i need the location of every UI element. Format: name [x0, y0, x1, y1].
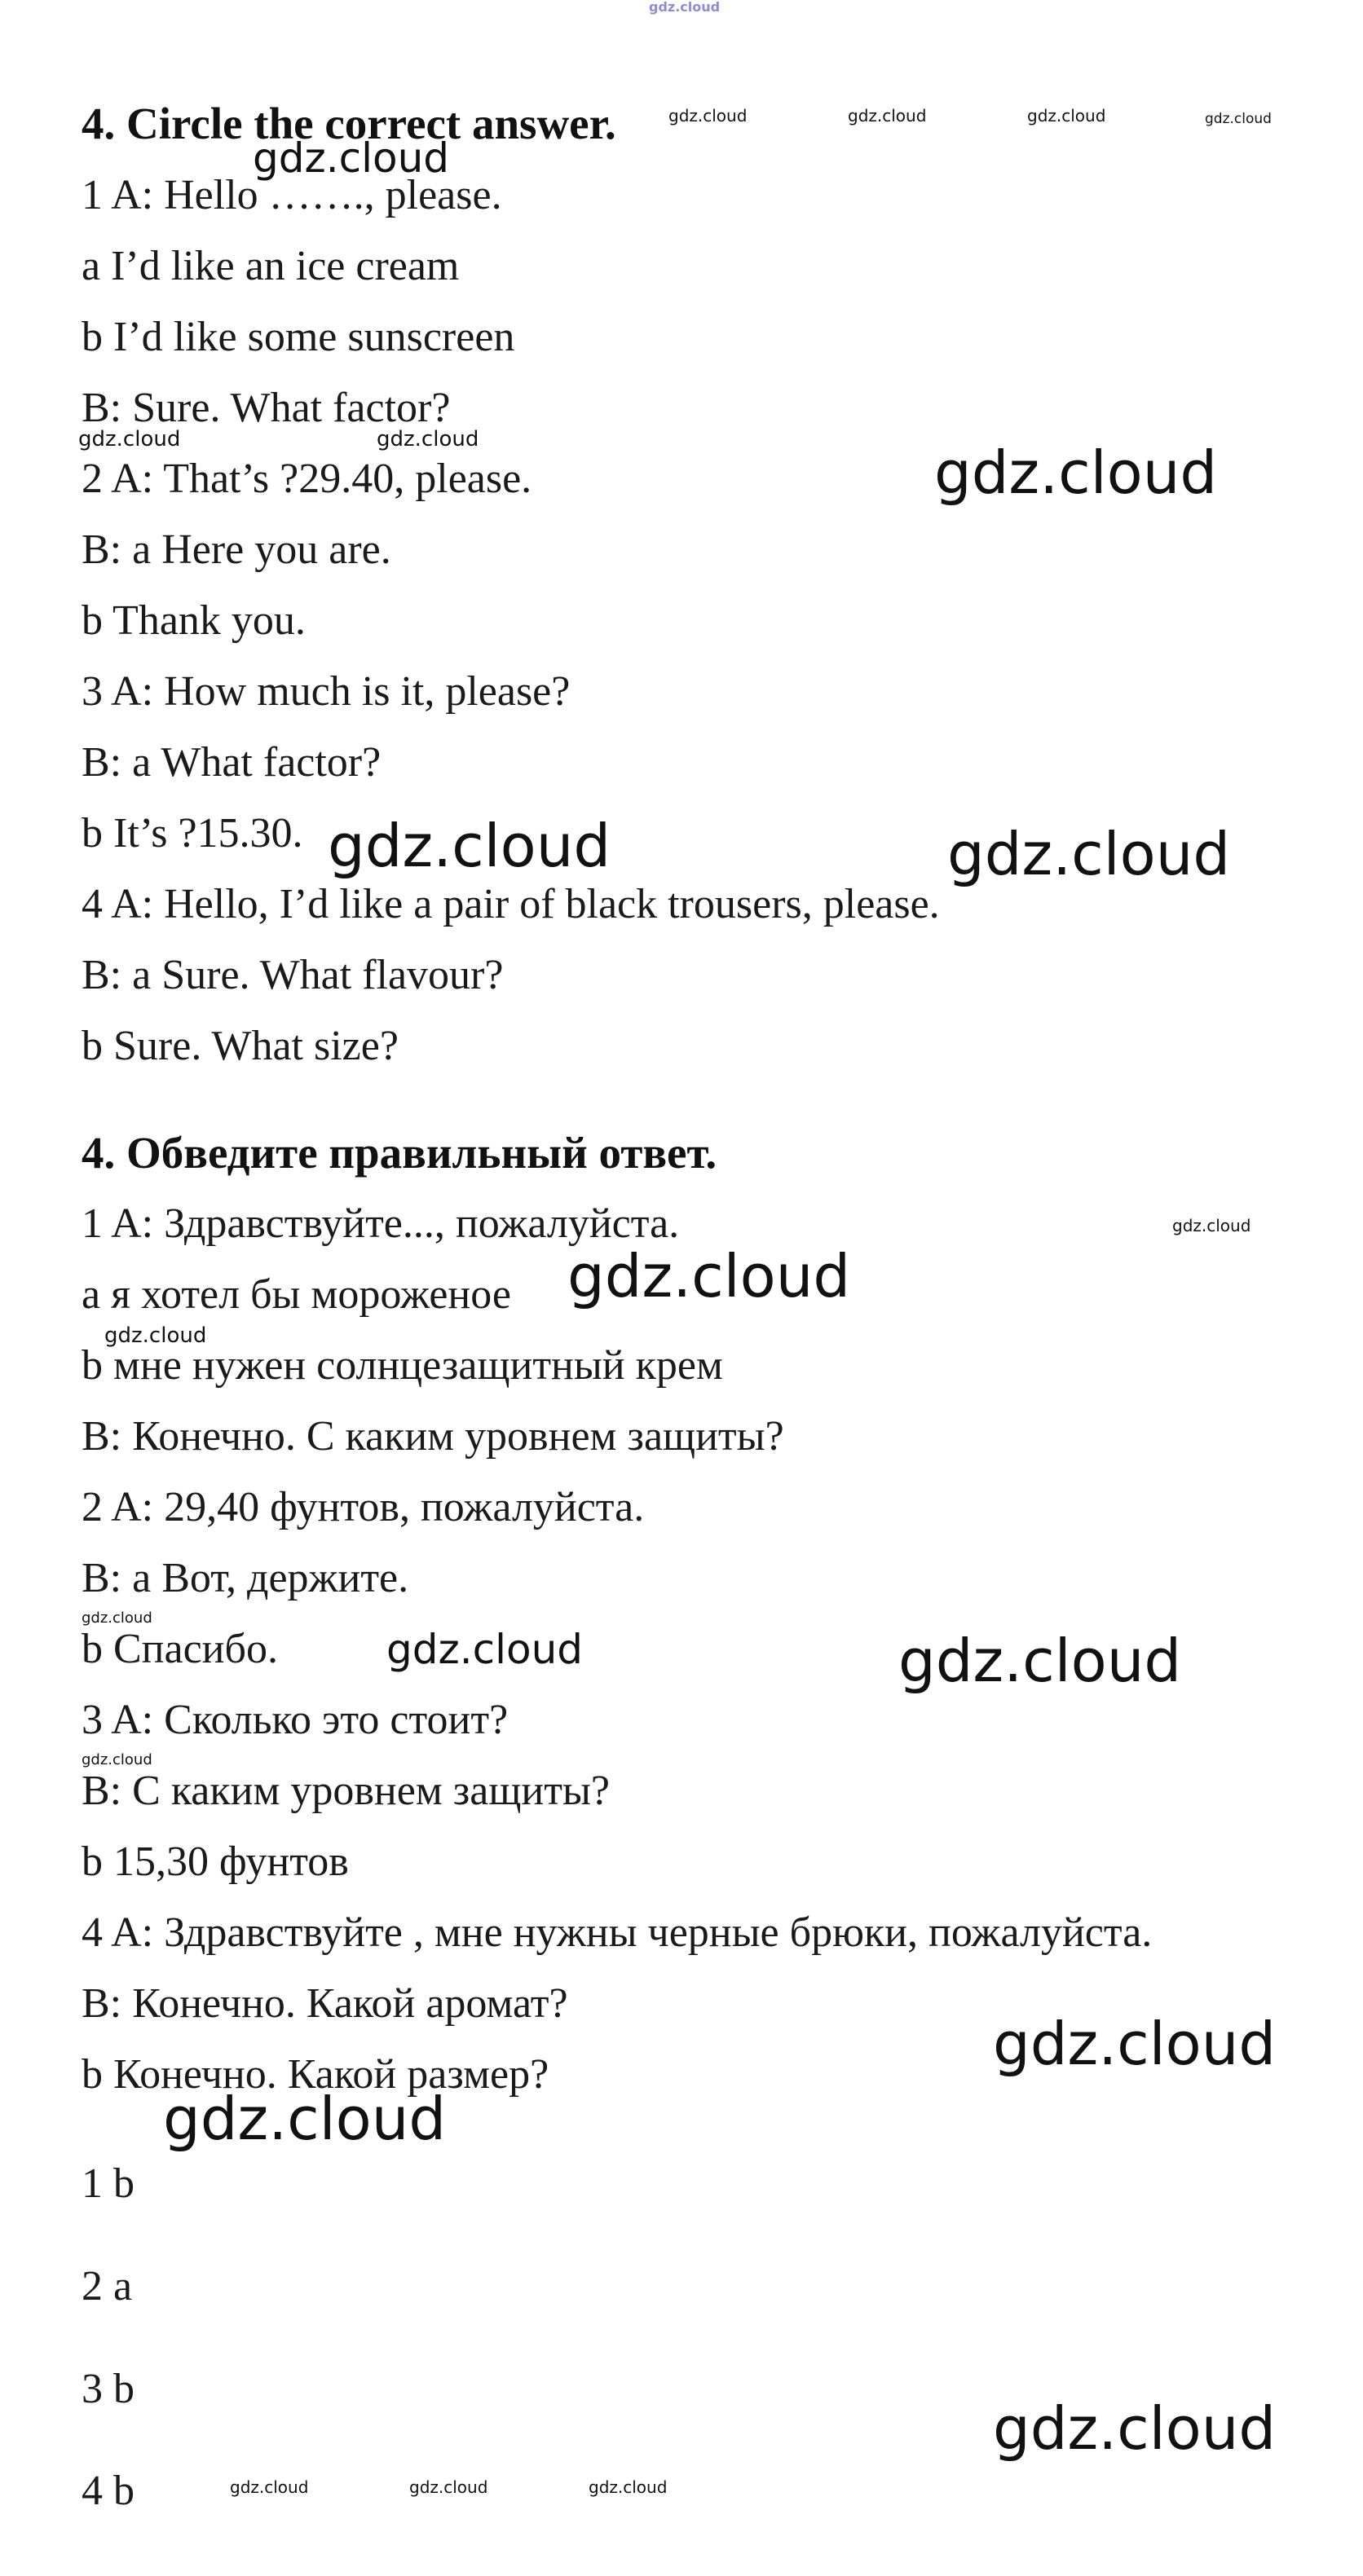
answer-line: 1 b: [82, 2160, 135, 2207]
russian-line: 1 A: Здравствуйте..., пожалуйста.: [82, 1200, 680, 1247]
russian-line: 3 A: Сколько это стоит?: [82, 1697, 509, 1743]
english-line: b Thank you.: [82, 597, 306, 644]
watermark: gdz.cloud: [409, 2477, 488, 2497]
english-line: 3 A: How much is it, please?: [82, 668, 571, 715]
russian-line: B: Конечно. С каким уровнем защиты?: [82, 1413, 784, 1460]
english-line: 1 A: Hello ……., please.: [82, 172, 502, 218]
watermark: gdz.cloud: [934, 438, 1218, 507]
watermark: gdz.cloud: [163, 2085, 447, 2153]
english-line: b It’s ?15.30.: [82, 810, 303, 856]
russian-line: B: С каким уровнем защиты?: [82, 1768, 610, 1814]
watermark: gdz.cloud: [947, 820, 1231, 888]
english-line: B: a What factor?: [82, 739, 382, 786]
answer-line: 2 a: [82, 2263, 133, 2310]
russian-line: b 15,30 фунтов: [82, 1838, 349, 1885]
russian-line: b Конечно. Какой размер?: [82, 2051, 549, 2098]
russian-line: b Спасибо.: [82, 1626, 278, 1672]
watermark: gdz.cloud: [848, 106, 927, 125]
watermark: gdz.cloud: [230, 2477, 309, 2497]
russian-line: 4 A: Здравствуйте , мне нужны черные брюки, пожалуйста.: [82, 1909, 1153, 1956]
watermark: gdz.cloud: [668, 106, 748, 125]
watermark: gdz.cloud: [328, 812, 611, 880]
watermark: gdz.cloud: [82, 1609, 152, 1627]
russian-line: B: Конечно. Какой аромат?: [82, 1980, 568, 2027]
watermark: gdz.cloud: [78, 427, 181, 451]
watermark: gdz.cloud: [104, 1323, 207, 1348]
english-line: B: a Sure. What flavour?: [82, 952, 504, 998]
watermark: gdz.cloud: [993, 2010, 1277, 2078]
answer-line: 3 b: [82, 2366, 135, 2412]
russian-heading: 4. Обведите правильный ответ.: [82, 1128, 717, 1178]
english-line: B: a Here you are.: [82, 526, 391, 573]
top-watermark: gdz.cloud: [649, 0, 721, 15]
watermark: gdz.cloud: [82, 1751, 152, 1768]
english-line: a I’d like an ice cream: [82, 243, 460, 289]
watermark: gdz.cloud: [589, 2477, 668, 2497]
russian-line: B: a Вот, держите.: [82, 1555, 409, 1601]
english-heading: 4. Circle the correct answer.: [82, 99, 616, 148]
watermark: gdz.cloud: [1172, 1216, 1251, 1235]
english-line: 4 A: Hello, I’d like a pair of black trousers, please.: [82, 881, 940, 927]
watermark: gdz.cloud: [1027, 106, 1106, 125]
watermark: gdz.cloud: [377, 427, 479, 451]
watermark: gdz.cloud: [993, 2394, 1277, 2463]
answer-line: 4 b: [82, 2468, 135, 2514]
watermark: gdz.cloud: [386, 1626, 584, 1673]
english-line: B: Sure. What factor?: [82, 385, 451, 431]
english-line: b I’d like some sunscreen: [82, 314, 515, 360]
russian-line: b мне нужен солнцезащитный крем: [82, 1342, 723, 1389]
watermark: gdz.cloud: [898, 1627, 1182, 1695]
english-line: 2 A: That’s ?29.40, please.: [82, 456, 532, 502]
russian-line: 2 A: 29,40 фунтов, пожалуйста.: [82, 1484, 645, 1530]
watermark: gdz.cloud: [1205, 111, 1272, 127]
english-line: b Sure. What size?: [82, 1023, 399, 1069]
watermark: gdz.cloud: [567, 1242, 851, 1310]
watermark: gdz.cloud: [253, 134, 450, 182]
russian-line: a я хотел бы мороженое: [82, 1271, 511, 1318]
